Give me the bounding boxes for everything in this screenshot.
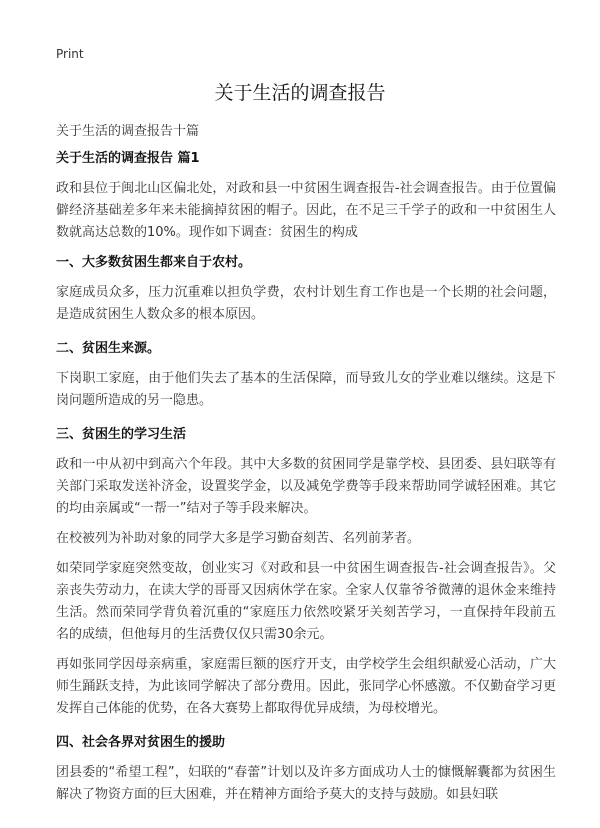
article-body: [56, 148, 556, 806]
print-link[interactable]: Print: [56, 47, 84, 61]
section-title: 关于生活的调查报告 篇1: [56, 151, 200, 166]
paragraph-4: 在校被列为补助对象的同学大多是学习勤奋刻苦、名列前茅者。: [56, 531, 421, 546]
paragraph-2: 下岗职工家庭，由于他们失去了基本的生活保障，而导致儿女的学业难以继续。这是下岗问题所造成的另一隐患。: [56, 371, 556, 408]
paragraph-6: 再如张同学因母亲病重，家庭需巨额的医疗开支，由学校学生会组织献爱心活动，广大师生踊跃支持，为此该同学解决了部分费用。因此，张同学心怀感激。不仅勤奋学习更发挥自己体能的优势，在各大赛势上都取得优异成绩，为母校增光。: [56, 657, 556, 716]
heading-2: 二、贫困生来源。: [56, 341, 161, 356]
intro-paragraph: 政和县位于闽北山区偏北处，对政和县一中贫困生调查报告-社会调查报告。由于位置偏僻经济基础差多年来未能摘掉贫困的帽子。因此，在不足三千学子的政和一中贫困生人数就高达总数的10%。现作如下调查：贫困生的构成: [56, 181, 556, 240]
paragraph-7: 团县委的“希望工程”，妇联的“春蕾”计划以及许多方面成功人士的慷慨解囊都为贫困生解决了物资方面的巨大困难，并在精神方面给予莫大的支持与鼓励。如县妇联: [56, 765, 556, 802]
paragraph-5: 如荣同学家庭突然变故，创业实习《对政和县一中贫困生调查报告-社会调查报告》。父亲丧失劳动力，在读大学的哥哥又因病休学在家。全家人仅靠爷爷微薄的退休金来维持生活。然而荣同学背负着沉重的“家庭压力依然咬紧牙关刻苦学习，一直保持年段前五名的成绩，但他每月的生活费仅仅只需30余元。: [56, 561, 556, 642]
page-title: 关于生活的调查报告: [214, 82, 386, 104]
heading-1: 一、大多数贫困生都来自于农村。: [56, 255, 252, 270]
heading-3: 三、贫困生的学习生活: [56, 427, 187, 442]
page-subtitle: 关于生活的调查报告十篇: [56, 124, 200, 139]
heading-4: 四、社会各界对贫困生的援助: [56, 735, 226, 750]
paragraph-3: 政和一中从初中到高六个年段。其中大多数的贫困同学是靠学校、县团委、县妇联等有关部门采取发送补济金，设置奖学金，以及减免学费等手段来帮助同学诚轻困难。其它的均由亲属或“一帮一”结对子等手段来解决。: [56, 457, 556, 516]
paragraph-1: 家庭成员众多，压力沉重难以担负学费，农村计划生育工作也是一个长期的社会问题，是造成贫困生人数众多的根本原因。: [56, 285, 556, 322]
